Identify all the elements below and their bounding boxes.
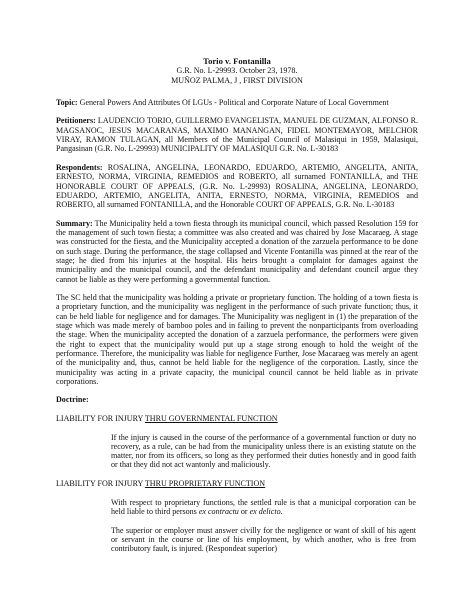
case-citation: G.R. No. L-29993. October 23, 1978. [176, 66, 298, 76]
case-title: Torio v. Fontanilla [203, 56, 271, 66]
topic-paragraph [56, 98, 418, 107]
respondents-label: Respondents: [56, 162, 103, 172]
proprietary-heading: LIABILITY FOR INJURY THRU PROPRIETARY FUNCTION [56, 479, 266, 489]
governmental-heading-underlined: THRU GOVERNMENTAL FUNCTION [144, 413, 278, 423]
case-ponente: MUÑOZ PALMA, J , FIRST DIVISION [171, 75, 303, 85]
summary-text: The Municipality held a town fiesta through its municipal council, which passed Resolution 159 for the management of such town fiesta; a committee was also created and was chaired by Jose Macaraeg. A stage was constructed for the fiesta, and the Municipality accepted a donation of the zarzuela performance to be done on such stage. During the performance, the stage collapsed and Vicente Fontanilla was pinned at the rear of the stage; he died from his injuries at the hospital. His heirs brought a complaint for damages against the municipality and the municipal council, and the defendant municipality and defendant council argue they cannot be liable as they were performing a governmental function. [56, 218, 418, 284]
petitioners-paragraph [56, 116, 418, 153]
case-header [56, 57, 418, 85]
held-paragraph: The SC held that the municipality was holding a private or proprietary function. The holding of a town fiesta is a proprietary function, and the municipality was negligent in the performance of such private function; thus, it can be held liable for negligence and for damages. The Municipality was negligent in (1) the preparation of the stage which was made merely of bamboo poles and in failing to prevent the nonparticipants from overloading the stage. When the municipality accepted the donation of a zarzuela performance, the performers were given the right to expect that the municipality would put up a stage strong enough to hold the weight of the performance. Therefore, the municipality was liable for negligence Further, Jose Macaraeg was merely an agent of the municipality and, thus, cannot be held liable for the negligence of the corporation. Lastly, since the municipality was acting in a private capacity, the municipal council cannot be held liable as in private corporations. [56, 293, 418, 386]
doctrine-heading: Doctrine: [56, 395, 89, 405]
petitioners-text: LAUDENCIO TORIO, GUILLERMO EVANGELISTA, MANUEL DE GUZMAN, ALFONSO R. MAGSANOC, JESUS MACARANAS, MAXIMO MANANGAN, FIDEL MONTEMAYOR, MELCHOR VIRAY, RAMON TULAGAN, all Members of the Municipal Council of Malasiqui in 1959, Malasiqui, Pangasinan (G.R. No. L-29993) MUNICIPALITY OF MALASIQUI G.R. No. L-30183 [56, 116, 418, 154]
topic-label: Topic: [56, 97, 78, 107]
topic-text: General Powers And Attributes Of LGUs - Political and Corporate Nature of Local Government [77, 97, 389, 107]
proprietary-text-2: The superior or employer must answer civilly for the negligence or want of skill of his agent or servant in the course or line of his employment, by which another, who is free from contributory fault, is injured. (Respondeat superior) [111, 525, 416, 554]
summary-paragraph [56, 219, 418, 284]
governmental-heading: LIABILITY FOR INJURY THRU GOVERNMENTAL FUNCTION [56, 413, 278, 423]
proprietary-heading-underlined: THRU PROPRIETARY FUNCTION [144, 479, 266, 489]
respondents-paragraph [56, 163, 418, 209]
governmental-text: If the injury is caused in the course of the performance of a governmental function or duty no recovery, as a rule, can be had from the municipality unless there is an existing statute on the matter, nor from its officers, so long as they performed their duties honestly and in good faith or that they did not act wantonly and maliciously. [111, 432, 416, 470]
summary-label: Summary: [56, 218, 93, 228]
petitioners-label: Petitioners: [56, 116, 96, 126]
respondents-text: ROSALINA, ANGELINA, LEONARDO, EDUARDO, ARTEMIO, ANGELITA, ANITA, ERNESTO, NORMA, VIRGINIA, REMEDIOS and ROBERTO, all surnamed FONTANILLA, and THE HONORABLE COURT OF APPEALS, (G.R. No. L-29993) ROSALINA, ANGELINA, LEONARDO, EDUARDO, ARTEMIO, ANGELITA, ANITA, ERNESTO, NORMA, VIRGINIA, REMEDIOS and ROBERTO, all surnamed FONTANILLA, and the Honorable COURT OF APPEALS, G.R. No. L-30183 [56, 162, 418, 210]
proprietary-text-1: With respect to proprietary functions, the settled rule is that a municipal corporation can be held liable to third persons ex contractu or ex delicto. [111, 497, 416, 516]
